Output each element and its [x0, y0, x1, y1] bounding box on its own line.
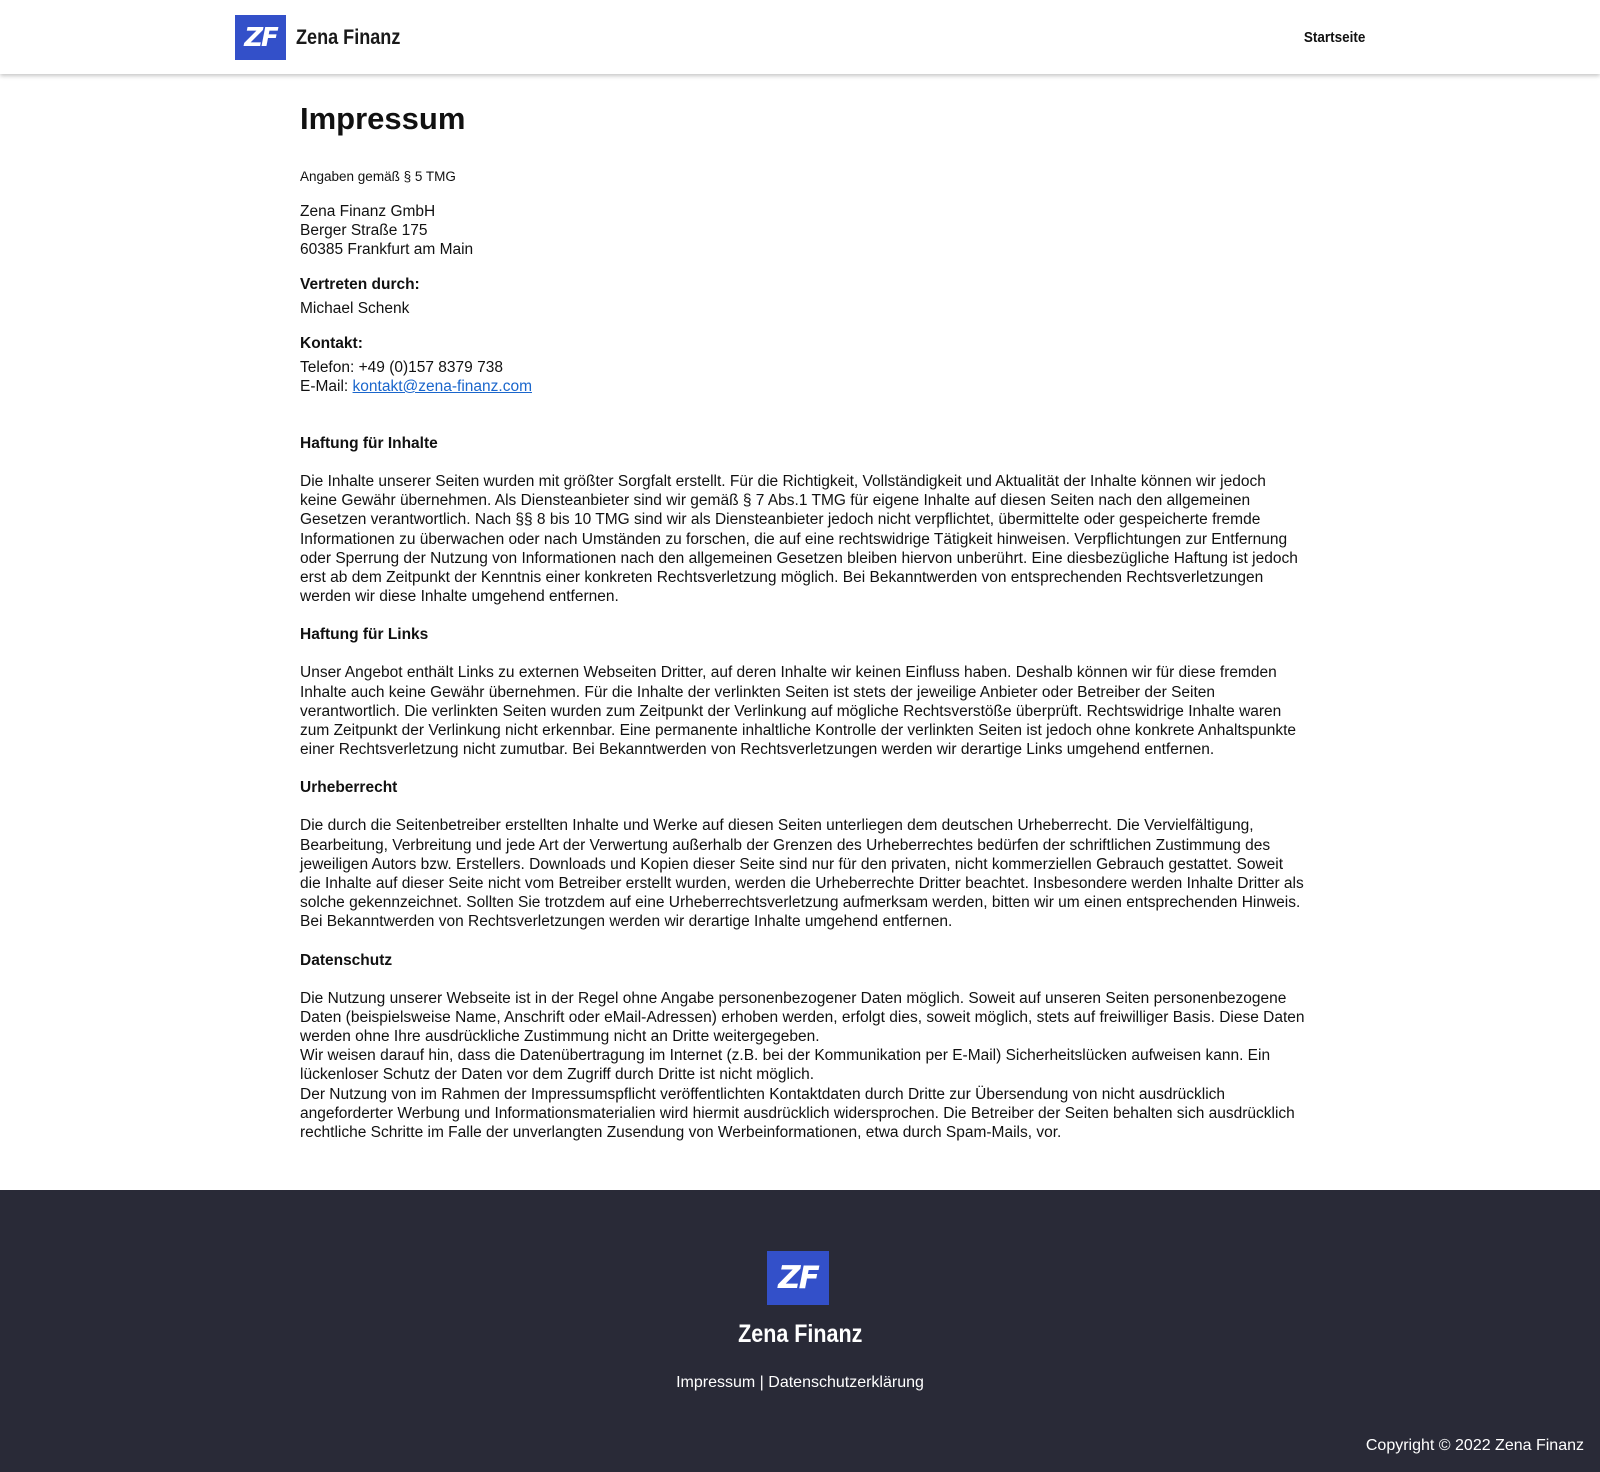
email-link[interactable]: kontakt@zena-finanz.com	[352, 378, 532, 395]
section-paragraph: Die durch die Seitenbetreiber erstellten Inhalte und Werke auf diesen Seiten unterliegen dem deutschen Urheberrecht. Die Vervielfältigung, Bearbeitung, Verbreitung und jede Art der Verwertung außerhalb der Grenzen des Urheberrechtes bedürfen der schriftlichen Zustimmung des jeweiligen Autors bzw. Erstellers. Downloads und Kopien dieser Seite sind nur für den privaten, nicht kommerziellen Gebrauch gestattet. Soweit die Inhalte auf dieser Seite nicht vom Betreiber erstellt wurden, werden die Urheberrechte Dritter beachtet. Insbesondere werden Inhalte Dritter als solche gekennzeichnet. Sollten Sie trotzdem auf eine Urheberrechtsverletzung aufmerksam werden, bitten wir um einen entsprechenden Hinweis. Bei Bekanntwerden von Rechtsverletzungen werden wir derartige Inhalte umgehend entfernen.	[300, 817, 1304, 931]
company-name: Zena Finanz GmbH	[300, 203, 436, 220]
footer-brand-text: Zena Finanz	[737, 1320, 863, 1348]
main-content	[300, 74, 1305, 1142]
section-paragraph: Unser Angebot enthält Links zu externen Webseiten Dritter, auf deren Inhalte wir keinen Einfluss haben. Deshalb können wir für diese fremden Inhalte auch keine Gewähr übernehmen. Für die Inhalte der verlinkten Seiten ist stets der jeweilige Anbieter oder Betreiber der Seiten verantwortlich. Die verlinkten Seiten wurden zum Zeitpunkt der Verlinkung auf mögliche Rechtsverstöße überprüft. Rechtswidrige Inhalte waren zum Zeitpunkt der Verlinkung nicht erkennbar. Eine permanente inhaltliche Kontrolle der verlinkten Seiten ist jedoch ohne konkrete Anhaltspunkte einer Rechtsverletzung nicht zumutbar. Bei Bekanntwerden von Rechtsverletzungen werden wir derartige Links umgehend entfernen.	[300, 664, 1297, 759]
brand-name: Zena Finanz	[296, 25, 401, 49]
footer-zf-logo-icon: ZF	[767, 1251, 829, 1305]
footer-link-separator: |	[755, 1374, 769, 1391]
tmg-note: Angaben gemäß § 5 TMG	[300, 169, 456, 184]
section-heading-datenschutz: Datenschutz	[300, 951, 393, 969]
section-heading-urheberrecht: Urheberrecht	[300, 779, 398, 797]
copyright-text: Copyright © 2022 Zena Finanz	[1365, 1437, 1584, 1454]
email-line	[300, 377, 1305, 396]
company-street: Berger Straße 175	[300, 222, 428, 239]
zf-logo-icon: ZF	[235, 15, 286, 60]
section-paragraph: Der Nutzung von im Rahmen der Impressumspflicht veröffentlichten Kontaktdaten durch Dritte zur Übersendung von nicht ausdrücklich angeforderter Werbung und Informationsmaterialien wird hiermit ausdrücklich widersprochen. Die Betreiber der Seiten behalten sich ausdrücklich rechtliche Schritte im Falle der unverlangten Zusendung von Werbeinformationen, etwa durch Spam-Mails, vor.	[300, 1085, 1295, 1142]
brand-logo-link[interactable]	[235, 15, 417, 60]
section-heading-haftung-links: Haftung für Links	[300, 626, 429, 644]
footer-link-datenschutz[interactable]: Datenschutzerklärung	[768, 1374, 924, 1391]
footer-brand-name	[0, 1320, 1600, 1349]
section-paragraph: Die Inhalte unserer Seiten wurden mit größter Sorgfalt erstellt. Für die Richtigkeit, Vollständigkeit und Aktualität der Inhalte können wir jedoch keine Gewähr übernehmen. Als Diensteanbieter sind wir gemäß § 7 Abs.1 TMG für eigene Inhalte auf diesen Seiten nach den allgemeinen Gesetzen verantwortlich. Nach §§ 8 bis 10 TMG sind wir als Diensteanbieter jedoch nicht verpflichtet, übermittelte oder gespeicherte fremde Informationen zu überwachen oder nach Umständen zu forschen, die auf eine rechtswidrige Tätigkeit hinweisen. Verpflichtungen zur Entfernung oder Sperrung der Nutzung von Informationen nach den allgemeinen Gesetzen bleiben hiervon unberührt. Eine diesbezügliche Haftung ist jedoch erst ab dem Zeitpunkt der Kenntnis einer konkreten Rechtsverletzung möglich. Bei Bekanntwerden von entsprechenden Rechtsverletzungen werden wir diese Inhalte umgehend entfernen.	[300, 473, 1298, 606]
company-city: 60385 Frankfurt am Main	[300, 241, 474, 258]
represented-label: Vertreten durch:	[300, 276, 420, 293]
section-paragraph-group	[300, 989, 1305, 1143]
phone-line: Telefon: +49 (0)157 8379 738	[300, 359, 503, 376]
site-footer	[0, 1190, 1600, 1472]
section-heading-haftung-inhalte: Haftung für Inhalte	[300, 435, 438, 452]
section-paragraph: Wir weisen darauf hin, dass die Datenübertragung im Internet (z.B. bei der Kommunikation per E-Mail) Sicherheitslücken aufweisen kann. Ein lückenloser Schutz der Daten vor dem Zugriff durch Dritte ist nicht möglich.	[300, 1047, 1271, 1084]
company-address	[300, 202, 1305, 259]
represented-name: Michael Schenk	[300, 300, 410, 317]
nav-startseite-link[interactable]: Startseite	[1303, 29, 1365, 46]
footer-links	[0, 1374, 1600, 1392]
site-header	[0, 0, 1600, 74]
contact-details	[300, 358, 1305, 396]
contact-label: Kontakt:	[300, 335, 363, 352]
section-paragraph: Die Nutzung unserer Webseite ist in der Regel ohne Angabe personenbezogener Daten möglich. Soweit auf unseren Seiten personenbezogene Daten (beispielsweise Name, Anschrift oder eMail-Adressen) erhoben werden, erfolgt dies, soweit möglich, stets auf freiwilliger Basis. Diese Daten werden ohne Ihre ausdrückliche Zustimmung nicht an Dritte weitergegeben.	[300, 989, 1305, 1046]
email-label: E-Mail:	[300, 378, 353, 395]
footer-link-impressum[interactable]: Impressum	[676, 1374, 756, 1391]
page-title: Impressum	[300, 101, 466, 136]
